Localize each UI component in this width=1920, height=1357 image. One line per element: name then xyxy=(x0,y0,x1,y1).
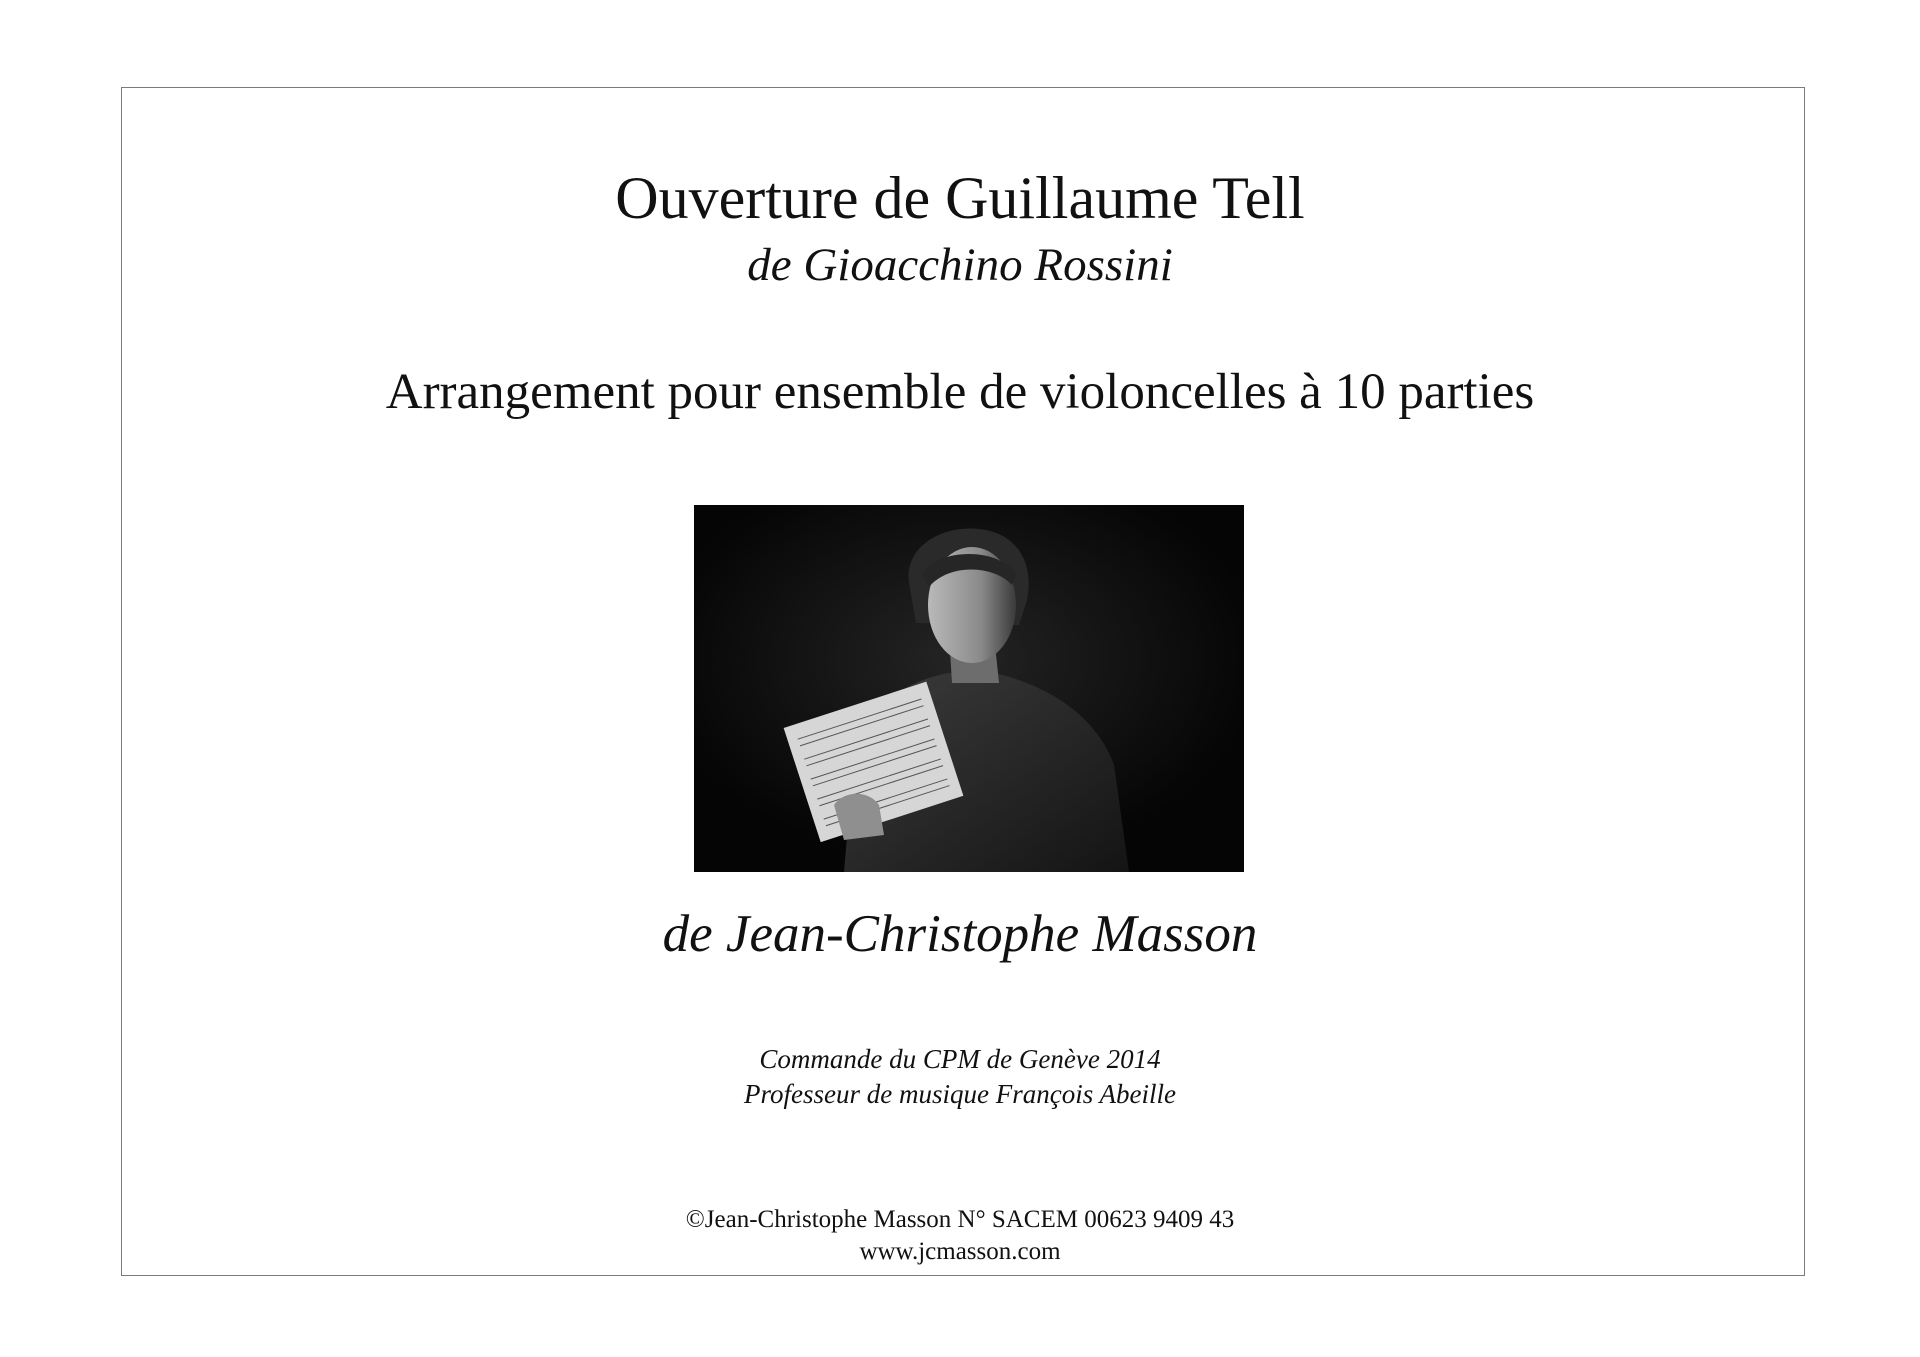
arranger-photo xyxy=(694,505,1244,872)
arranger-credit: de Jean-Christophe Masson xyxy=(662,905,1258,963)
arrangement-description: Arrangement pour ensemble de violoncelles à 10 parties xyxy=(385,364,1535,420)
composer-credit: de Gioacchino Rossini xyxy=(747,239,1173,291)
copyright-notice: ©Jean-Christophe Masson N° SACEM 00623 9409 43 xyxy=(685,1206,1235,1233)
commission-note: Commande du CPM de Genève 2014 xyxy=(759,1044,1161,1074)
website-link: www.jcmasson.com xyxy=(859,1238,1061,1265)
piece-title: Ouverture de Guillaume Tell xyxy=(615,165,1305,231)
professor-note: Professeur de musique François Abeille xyxy=(744,1079,1176,1109)
